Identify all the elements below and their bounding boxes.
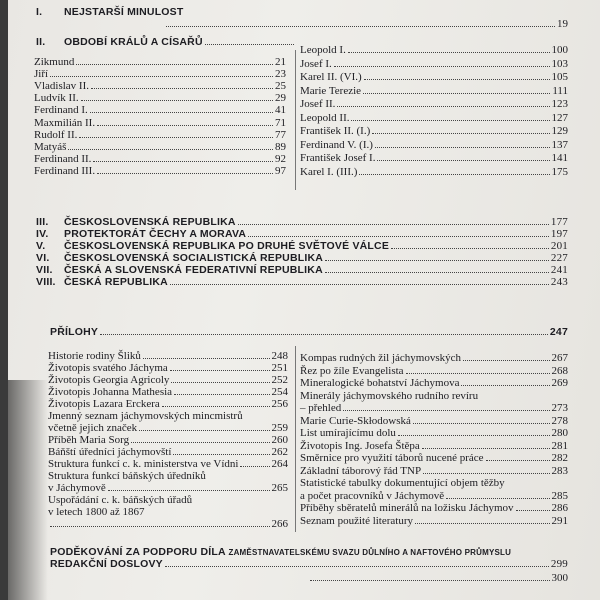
toc-entry bbox=[34, 117, 286, 129]
entry-label bbox=[36, 228, 246, 240]
entry-label bbox=[300, 125, 370, 137]
section-number: II. bbox=[36, 36, 46, 48]
page-number: 278 bbox=[551, 414, 568, 427]
toc-entry bbox=[34, 68, 286, 80]
entry-label bbox=[300, 85, 361, 97]
entry-label bbox=[300, 440, 420, 452]
toc-entry bbox=[34, 104, 286, 116]
page-number: 282 bbox=[551, 452, 568, 464]
page-number: 21 bbox=[275, 56, 286, 68]
toc-entry bbox=[34, 129, 286, 141]
leader-dots bbox=[391, 248, 549, 249]
entry-label bbox=[36, 252, 323, 264]
entry-title: Příběhy sběratelů minerálů na ložisku Jáchymov bbox=[300, 502, 514, 514]
leader-dots bbox=[343, 410, 549, 411]
entry-label bbox=[300, 98, 335, 110]
toc-entry bbox=[300, 377, 568, 389]
leader-dots bbox=[93, 161, 273, 162]
leader-dots bbox=[131, 442, 269, 443]
leader-dots bbox=[100, 334, 548, 335]
page-number: 265 bbox=[271, 482, 288, 494]
entry-title: Marie Terezie bbox=[300, 84, 362, 97]
entry-label bbox=[48, 362, 168, 374]
leader-dots bbox=[91, 88, 273, 89]
section-number: VI. bbox=[36, 252, 50, 264]
page-number: 177 bbox=[550, 216, 568, 228]
page-number: 105 bbox=[551, 71, 568, 83]
entry-title: ČESKÁ REPUBLIKA bbox=[64, 276, 168, 288]
toc-entry bbox=[300, 490, 568, 502]
column-divider bbox=[295, 346, 296, 532]
section-number: III. bbox=[36, 216, 49, 228]
toc-entry bbox=[48, 434, 288, 446]
entry-label bbox=[48, 422, 137, 434]
section-number: IV. bbox=[36, 228, 49, 240]
entry-title: ČESKOSLOVENSKÁ REPUBLIKA PO DRUHÉ SVĚTOVÉ VÁLCE bbox=[64, 240, 390, 252]
toc-afterword bbox=[50, 558, 568, 570]
toc-entry bbox=[48, 482, 288, 494]
leader-dots bbox=[351, 120, 549, 121]
entry-title: Karel I. (III.) bbox=[300, 165, 358, 178]
page-number: 264 bbox=[271, 458, 288, 470]
entry-title: – přehled bbox=[300, 402, 342, 414]
leader-dots bbox=[238, 224, 549, 225]
leader-dots bbox=[79, 137, 273, 138]
leader-dots bbox=[162, 406, 270, 407]
page-number: 175 bbox=[551, 165, 568, 178]
thanks-title: PODĚKOVÁNÍ ZA PODPORU DÍLA bbox=[50, 546, 226, 558]
leader-dots bbox=[173, 454, 269, 455]
entry-label bbox=[34, 92, 79, 104]
page-shadow bbox=[8, 380, 48, 600]
toc-entry bbox=[300, 112, 568, 124]
thanks-subtitle: ZAMĚSTNAVATELSKÉMU SVAZU DŮLNÍHO A NAFTOVÉHO PRŮMYSLU bbox=[228, 548, 512, 557]
toc-entry bbox=[300, 58, 568, 70]
toc-page bbox=[8, 0, 600, 600]
toc-afterword-page-row bbox=[308, 572, 568, 584]
entry-title: Základní táborový řád TNP bbox=[300, 464, 422, 477]
entry-label bbox=[34, 104, 88, 116]
entry-label bbox=[300, 502, 514, 514]
column-divider bbox=[295, 50, 296, 190]
page-number: 273 bbox=[551, 402, 568, 414]
entry-title: Struktura funkcí c. k. ministerstva ve Vídni bbox=[48, 458, 239, 470]
leader-dots bbox=[406, 373, 550, 374]
entry-title: Marie Curie-Skłodowská bbox=[300, 414, 411, 427]
page-number: 137 bbox=[551, 138, 568, 151]
leader-dots bbox=[170, 284, 549, 285]
section-title: OBDOBÍ KRÁLŮ A CÍSAŘŮ bbox=[64, 36, 203, 48]
toc-section-2 bbox=[36, 36, 296, 48]
entry-label bbox=[36, 264, 323, 276]
leader-dots bbox=[68, 149, 273, 150]
leader-dots bbox=[166, 26, 555, 27]
leader-dots bbox=[413, 423, 550, 424]
leader-dots bbox=[108, 490, 270, 491]
entry-title: List umírajícímu dolu bbox=[300, 427, 396, 439]
entry-title: Ferdinand V. (I.) bbox=[300, 138, 373, 151]
entry-label bbox=[300, 71, 362, 83]
entry-label bbox=[34, 117, 95, 129]
entry-title: a počet pracovníků v Jáchymově bbox=[300, 489, 445, 502]
leader-dots bbox=[415, 523, 549, 524]
entry-label bbox=[300, 377, 459, 389]
entry-title: Rudolf II. bbox=[34, 128, 78, 141]
page-number: 71 bbox=[275, 116, 286, 129]
entry-label bbox=[48, 398, 160, 410]
entry-title: František II. (I.) bbox=[300, 125, 371, 137]
page-number: 299 bbox=[550, 558, 568, 570]
entry-label bbox=[48, 374, 169, 386]
page-number: 141 bbox=[551, 152, 568, 164]
toc-entry bbox=[300, 152, 568, 164]
page-number: 92 bbox=[275, 152, 286, 165]
leader-dots bbox=[325, 272, 549, 273]
page-number: 103 bbox=[551, 57, 568, 70]
page-number: 19 bbox=[557, 18, 568, 30]
page-number: 269 bbox=[551, 377, 568, 389]
entry-title: Životopis Georgia Agricoly bbox=[48, 374, 170, 386]
toc-entry bbox=[36, 216, 568, 228]
entry-title-line: Statistické tabulky dokumentující objem těžby bbox=[300, 477, 505, 489]
entry-title: Jiří bbox=[34, 68, 49, 81]
entry-title: Životopis Ing. Josefa Štěpa bbox=[300, 439, 420, 452]
page-number: 129 bbox=[551, 125, 568, 137]
toc-entry bbox=[300, 502, 568, 514]
toc-entry bbox=[300, 85, 568, 97]
entry-title-line: v letech 1800 až 1867 bbox=[48, 506, 145, 518]
entry-label bbox=[300, 415, 411, 427]
toc-entry bbox=[36, 228, 568, 240]
toc-entry bbox=[300, 125, 568, 137]
leader-dots bbox=[359, 174, 549, 175]
leader-dots bbox=[363, 93, 550, 94]
entry-title: Karel II. (VI.) bbox=[300, 71, 362, 83]
entry-label bbox=[34, 129, 77, 141]
toc-entry bbox=[34, 165, 286, 177]
toc-entry bbox=[300, 515, 568, 527]
entry-label bbox=[300, 465, 421, 477]
entry-title: Matyáš bbox=[34, 140, 67, 153]
leader-dots bbox=[139, 430, 269, 431]
toc-entry bbox=[300, 352, 568, 364]
toc-entry bbox=[300, 71, 568, 83]
toc-entry bbox=[300, 415, 568, 427]
toc-entry bbox=[48, 422, 288, 434]
entry-label bbox=[300, 44, 346, 56]
page-number: 111 bbox=[552, 84, 568, 97]
leader-dots bbox=[334, 66, 550, 67]
page-number: 97 bbox=[275, 164, 286, 177]
entry-title: Ferdinand II. bbox=[34, 152, 92, 165]
entry-label bbox=[300, 352, 461, 364]
leader-dots bbox=[375, 147, 550, 148]
toc-entry bbox=[36, 264, 568, 276]
entry-title: Životopis svatého Jáchyma bbox=[48, 362, 168, 374]
entry-label bbox=[36, 216, 236, 228]
entry-label bbox=[34, 153, 91, 165]
section-number: VII. bbox=[36, 264, 53, 276]
toc-entry bbox=[34, 153, 286, 165]
toc-entry bbox=[34, 141, 286, 153]
page-number: 252 bbox=[271, 374, 288, 386]
page-number: 254 bbox=[271, 386, 288, 398]
leader-dots bbox=[171, 382, 269, 383]
entry-title: Vladislav II. bbox=[34, 80, 89, 93]
leader-dots bbox=[97, 125, 273, 126]
leader-dots bbox=[422, 448, 550, 449]
toc-entry bbox=[300, 402, 568, 414]
entry-label bbox=[300, 152, 375, 164]
page-number: 285 bbox=[551, 489, 568, 502]
page-number: 300 bbox=[551, 572, 568, 584]
leader-dots bbox=[170, 370, 270, 371]
leader-dots bbox=[248, 236, 549, 237]
entry-title: Kompas rudných žil jáchymovských bbox=[300, 352, 461, 364]
entry-label bbox=[48, 458, 238, 470]
leader-dots bbox=[423, 473, 549, 474]
entry-title: Životopis Johanna Mathesia bbox=[48, 386, 173, 398]
entry-title: František Josef I. bbox=[300, 152, 376, 164]
entry-title: Zikmund bbox=[34, 56, 75, 68]
page-number: 266 bbox=[271, 518, 288, 530]
entry-label bbox=[48, 350, 141, 362]
page-number: 241 bbox=[550, 264, 568, 276]
toc-entry bbox=[48, 518, 288, 530]
toc-section-1 bbox=[36, 6, 568, 18]
leader-dots bbox=[143, 358, 270, 359]
leader-dots bbox=[97, 173, 273, 174]
page-number: 247 bbox=[549, 326, 568, 338]
entry-title: Josef II. bbox=[300, 98, 336, 110]
entry-title: Historie rodiny Šliků bbox=[48, 350, 141, 362]
toc-entry bbox=[300, 139, 568, 151]
toc-entry bbox=[300, 452, 568, 464]
entry-title: Leopold I. bbox=[300, 44, 346, 56]
entry-label bbox=[34, 165, 95, 177]
entry-title: včetně jejich značek bbox=[48, 422, 138, 434]
page-number: 248 bbox=[271, 350, 288, 362]
entry-label bbox=[36, 240, 389, 252]
entry-title: Řez po žíle Evangelista bbox=[300, 364, 404, 377]
page-number: 280 bbox=[551, 427, 568, 439]
entry-label bbox=[48, 434, 129, 446]
entry-title: ČESKÁ A SLOVENSKÁ FEDERATIVNÍ REPUBLIKA bbox=[64, 264, 323, 276]
entry-title: ČESKOSLOVENSKÁ REPUBLIKA bbox=[64, 216, 236, 228]
leader-dots bbox=[165, 566, 549, 567]
leader-dots bbox=[486, 460, 550, 461]
entry-label bbox=[34, 56, 74, 68]
page-number: 251 bbox=[271, 362, 288, 374]
leader-dots bbox=[446, 498, 549, 499]
toc-entry bbox=[300, 465, 568, 477]
entry-label bbox=[300, 58, 332, 70]
toc-entry bbox=[48, 398, 288, 410]
toc-entry bbox=[34, 80, 286, 92]
entry-title: Josef I. bbox=[300, 57, 332, 70]
entry-title-line: Uspořádání c. k. báňských úřadů bbox=[48, 494, 193, 506]
section-number: V. bbox=[36, 240, 46, 252]
page-number: 23 bbox=[275, 68, 286, 81]
toc-entry bbox=[48, 350, 288, 362]
leader-dots bbox=[348, 52, 550, 53]
leader-dots bbox=[205, 44, 294, 45]
page-number: 227 bbox=[550, 252, 568, 264]
page-number: 197 bbox=[550, 228, 568, 240]
entry-title: Ludvík II. bbox=[34, 92, 79, 105]
toc-entry bbox=[36, 252, 568, 264]
toc-entry bbox=[34, 56, 286, 68]
leader-dots bbox=[174, 394, 269, 395]
toc-entry bbox=[300, 98, 568, 110]
leader-dots bbox=[240, 466, 269, 467]
toc-entry bbox=[300, 427, 568, 439]
entry-title: Maxmilián II. bbox=[34, 116, 96, 129]
entry-title: Seznam použité literatury bbox=[300, 514, 414, 527]
entry-title: Mineralogické bohatství Jáchymova bbox=[300, 377, 460, 389]
leader-dots bbox=[463, 360, 550, 361]
section-title: NEJSTARŠÍ MINULOST bbox=[64, 6, 184, 18]
toc-entry bbox=[34, 92, 286, 104]
page-number: 25 bbox=[275, 80, 286, 93]
toc-entry bbox=[48, 362, 288, 374]
entry-title: PROTEKTORÁT ČECHY A MORAVA bbox=[64, 228, 247, 240]
page-number: 29 bbox=[275, 92, 286, 105]
entry-title: Životopis Lazara Erckera bbox=[48, 398, 160, 410]
leader-dots bbox=[398, 435, 550, 436]
section-number: VIII. bbox=[36, 276, 56, 288]
leader-dots bbox=[50, 526, 270, 527]
entry-label bbox=[34, 68, 48, 80]
toc-entry bbox=[48, 446, 288, 458]
leader-dots bbox=[90, 112, 273, 113]
entry-title: ČESKOSLOVENSKÁ SOCIALISTICKÁ REPUBLIKA bbox=[64, 252, 324, 264]
leader-dots bbox=[325, 260, 549, 261]
entry-title: Směrnice pro využití táborů nucené práce bbox=[300, 452, 484, 464]
page-number: 286 bbox=[551, 502, 568, 514]
entry-label bbox=[48, 386, 172, 398]
page-number: 77 bbox=[275, 128, 286, 141]
leader-dots bbox=[310, 580, 550, 581]
page-number: 281 bbox=[551, 439, 568, 452]
entry-label bbox=[300, 490, 444, 502]
toc-entry bbox=[36, 240, 568, 252]
entry-title: Leopold II. bbox=[300, 111, 350, 124]
toc-prilohy bbox=[50, 326, 568, 338]
page-number: 260 bbox=[271, 434, 288, 446]
leader-dots bbox=[372, 133, 549, 134]
toc-entry bbox=[36, 276, 568, 288]
page-number: 267 bbox=[551, 352, 568, 364]
entry-title: Báňští úředníci jáchymovští bbox=[48, 446, 172, 458]
page-number: 123 bbox=[551, 98, 568, 110]
leader-dots bbox=[364, 79, 550, 80]
leader-dots bbox=[50, 76, 273, 77]
leader-dots bbox=[377, 160, 549, 161]
page-number: 89 bbox=[275, 140, 286, 153]
entry-label bbox=[300, 166, 357, 178]
leader-dots bbox=[516, 510, 550, 511]
page-number: 268 bbox=[551, 364, 568, 377]
section-title: PŘÍLOHY bbox=[50, 326, 99, 338]
page-number: 256 bbox=[271, 398, 288, 410]
entry-label bbox=[36, 276, 168, 288]
entry-title: v Jáchymově bbox=[48, 482, 106, 494]
entry-label bbox=[48, 482, 106, 494]
toc-entry bbox=[48, 374, 288, 386]
page-number: 41 bbox=[275, 104, 286, 117]
leader-dots bbox=[337, 106, 549, 107]
toc-entry bbox=[48, 458, 288, 470]
toc-entry bbox=[300, 166, 568, 178]
page-number: 127 bbox=[551, 111, 568, 124]
section-number: I. bbox=[36, 6, 43, 18]
page-number: 259 bbox=[271, 422, 288, 434]
page-number: 201 bbox=[550, 240, 568, 252]
toc-entry bbox=[300, 365, 568, 377]
entry-title: Ferdinand III. bbox=[34, 164, 96, 177]
entry-label bbox=[48, 446, 171, 458]
entry-title-line: Struktura funkcí báňských úředníků bbox=[48, 470, 206, 482]
leader-dots bbox=[81, 100, 273, 101]
page-number: 243 bbox=[550, 276, 568, 288]
toc-entry bbox=[48, 386, 288, 398]
toc-entry bbox=[300, 44, 568, 56]
entry-label bbox=[34, 80, 89, 92]
entry-label bbox=[300, 427, 396, 439]
entry-title: Ferdinand I. bbox=[34, 104, 88, 117]
page-number: 291 bbox=[551, 514, 568, 527]
leader-dots bbox=[461, 385, 549, 386]
entry-label bbox=[300, 515, 413, 527]
entry-label bbox=[300, 365, 404, 377]
leader-dots bbox=[76, 64, 273, 65]
afterword-title: REDAKČNÍ DOSLOVY bbox=[50, 558, 163, 570]
entry-title-line: Jmenný seznam jáchymovských mincmistrů bbox=[48, 410, 243, 422]
entry-label bbox=[300, 402, 341, 414]
page-number: 262 bbox=[271, 446, 288, 458]
entry-label bbox=[300, 139, 373, 151]
entry-title: Příběh Maria Sorg bbox=[48, 434, 130, 446]
page-number: 100 bbox=[551, 44, 568, 56]
entry-label bbox=[300, 112, 349, 124]
toc-entry bbox=[300, 440, 568, 452]
entry-label bbox=[34, 141, 66, 153]
page-number: 283 bbox=[551, 464, 568, 477]
entry-title-line: Minerály jáchymovského rudního revíru bbox=[300, 389, 479, 402]
entry-label bbox=[300, 452, 484, 464]
toc-section-1-page-row bbox=[164, 18, 568, 30]
